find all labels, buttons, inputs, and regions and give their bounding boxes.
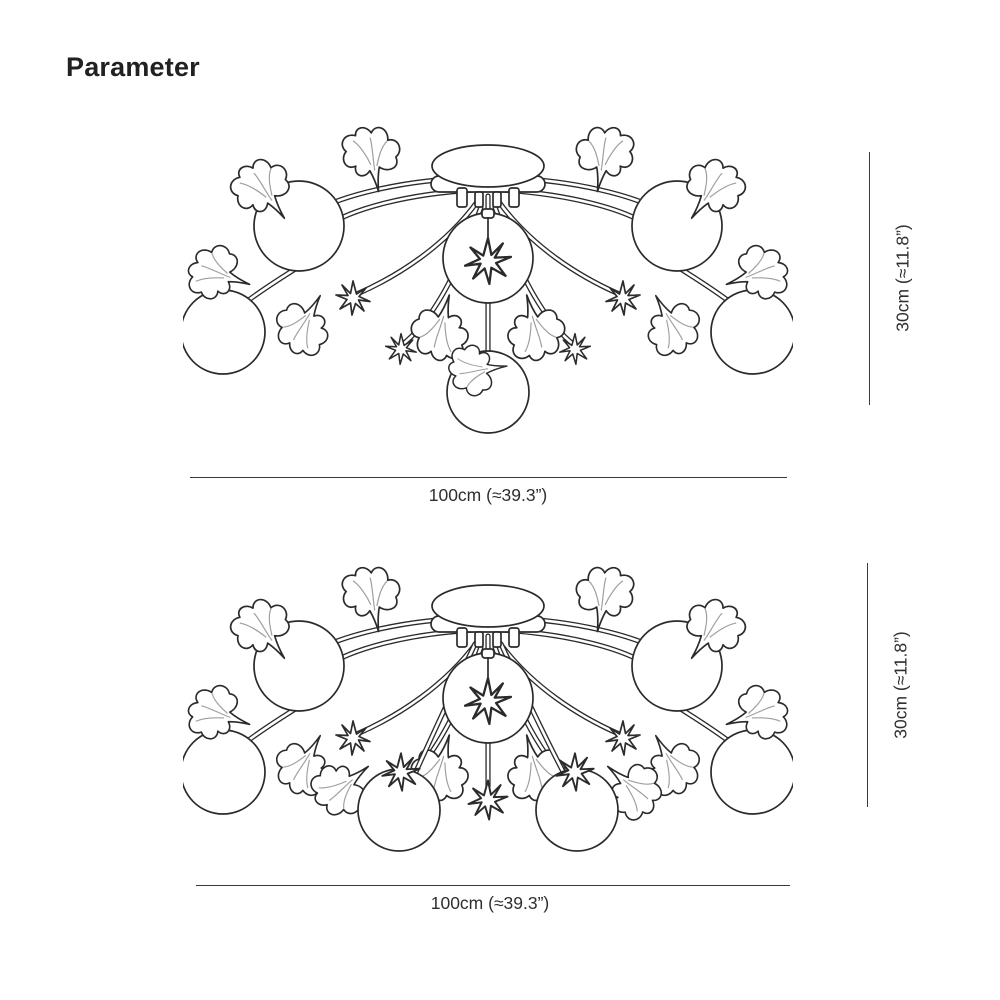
ceiling-lamp-line-drawing-2 xyxy=(183,548,793,893)
width-dimension-line-2 xyxy=(196,885,790,886)
page-title: Parameter xyxy=(66,52,200,82)
width-dimension-label-2: 100cm (≈39.3”) xyxy=(430,893,550,913)
height-dimension-label-2: 30cm (≈11.8”) xyxy=(890,631,911,739)
ceiling-lamp-line-drawing-1 xyxy=(183,108,793,453)
width-dimension-line-1 xyxy=(190,477,787,478)
width-dimension-label-1: 100cm (≈39.3”) xyxy=(428,485,548,505)
height-dimension-label-1: 30cm (≈11.8”) xyxy=(892,224,913,332)
height-dimension-line-1 xyxy=(869,152,870,405)
height-dimension-line-2 xyxy=(867,563,868,807)
